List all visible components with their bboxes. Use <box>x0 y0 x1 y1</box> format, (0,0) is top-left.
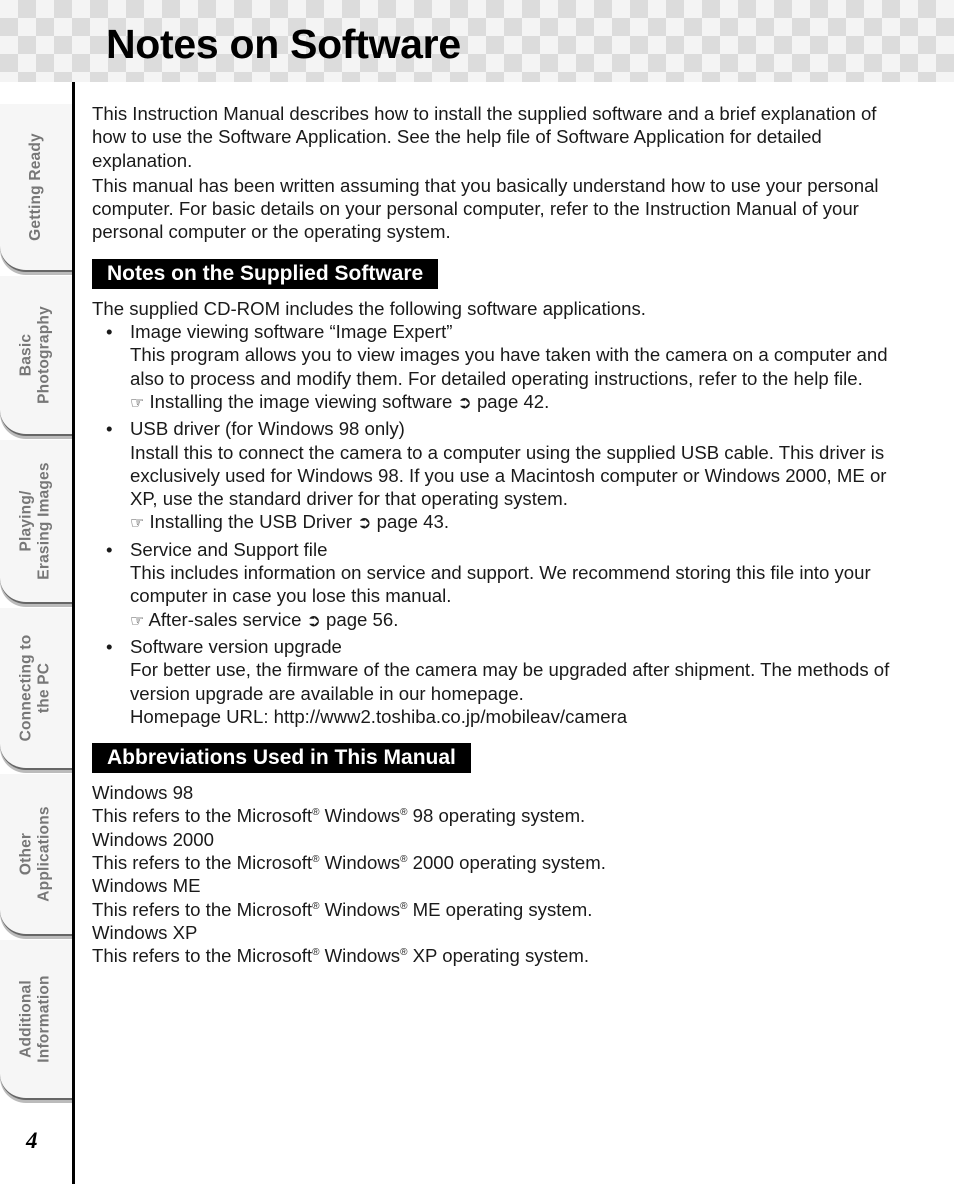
section-heading-supplied-software: Notes on the Supplied Software <box>92 259 438 289</box>
tab-label: Additional Information <box>17 975 53 1063</box>
pointing-hand-icon: ☞ <box>130 612 145 630</box>
abbreviation-definition: This refers to the Microsoft® Windows® ME operating system. <box>92 898 593 920</box>
page-header <box>0 0 954 82</box>
abbreviation-term: Windows 2000 <box>92 828 214 850</box>
reference-page: page 43. <box>376 511 450 533</box>
tab-label: Connecting to the PC <box>17 634 53 742</box>
page-reference[interactable] <box>130 390 902 415</box>
homepage-url[interactable]: Homepage URL: http://www2.toshiba.co.jp/mobileav/camera <box>130 705 628 727</box>
bullet-icon: • <box>106 418 113 440</box>
pointing-hand-icon: ☞ <box>130 394 145 412</box>
item-description: Install this to connect the camera to a computer using the supplied USB cable. This driver is exclusively used for Windows 98. If you use a Macintosh computer or Windows 2000, ME or XP, use the standard driver for that operating system. <box>130 441 887 510</box>
reference-page: page 56. <box>326 608 399 630</box>
page-reference[interactable] <box>130 510 902 535</box>
intro-paragraph: This Instruction Manual describes how to install the supplied software and a brief explanation of how to use the Software Application. See the help file of Software Application for detailed explanation. <box>92 103 877 171</box>
item-title: Software version upgrade <box>130 635 342 657</box>
item-description: This program allows you to view images you have taken with the camera on a computer and also to process and modify them. For detailed operating instructions, refer to the help file. <box>130 344 888 389</box>
tab-playing-erasing-images[interactable] <box>0 440 72 604</box>
list-item <box>92 320 902 415</box>
tab-label: Playing/ Erasing Images <box>17 462 53 580</box>
item-title: Service and Support file <box>130 538 328 560</box>
abbreviation-definition: This refers to the Microsoft® Windows® 2000 operating system. <box>92 852 606 874</box>
tab-label: Getting Ready <box>26 133 44 241</box>
abbreviation-term: Windows ME <box>92 875 201 897</box>
item-title: USB driver (for Windows 98 only) <box>130 418 405 440</box>
page-number: 4 <box>26 1128 38 1153</box>
chapter-tabs <box>0 82 76 1184</box>
page-arrow-icon: ➲ <box>457 392 472 412</box>
list-item <box>92 417 902 535</box>
main-content <box>92 102 902 968</box>
reference-text: After-sales service <box>148 608 302 630</box>
reference-page: page 42. <box>476 390 550 412</box>
page-reference[interactable] <box>130 608 902 633</box>
tab-getting-ready[interactable] <box>0 104 72 272</box>
abbreviation-term: Windows 98 <box>92 782 194 804</box>
section-lead: The supplied CD-ROM includes the following software applications. <box>92 297 646 319</box>
intro-paragraph: This manual has been written assuming that you basically understand how to use your personal computer. For basic details on your personal computer, refer to the Instruction Manual of your personal computer or the operating system. <box>92 174 879 243</box>
bullet-icon: • <box>106 635 113 657</box>
page-arrow-icon: ➲ <box>306 610 321 630</box>
item-description: This includes information on service and support. We recommend storing this file into your computer in case you lose this manual. <box>130 562 871 607</box>
abbreviation-definition: This refers to the Microsoft® Windows® XP operating system. <box>92 945 590 967</box>
tab-basic-photography[interactable] <box>0 276 72 436</box>
tab-additional-information[interactable] <box>0 940 72 1100</box>
pointing-hand-icon: ☞ <box>130 515 145 533</box>
reference-text: Installing the USB Driver <box>149 511 353 533</box>
item-description: For better use, the firmware of the camera may be upgraded after shipment. The methods of version upgrade are available in our homepage. <box>130 659 890 704</box>
reference-text: Installing the image viewing software <box>149 390 453 412</box>
abbreviation-list <box>92 781 902 967</box>
software-list <box>92 320 902 728</box>
bullet-icon: • <box>106 538 113 560</box>
sidebar-divider <box>72 82 75 1184</box>
abbreviation-definition: This refers to the Microsoft® Windows® 98 operating system. <box>92 805 586 827</box>
list-item <box>92 635 902 728</box>
section-heading-abbreviations: Abbreviations Used in This Manual <box>92 743 471 773</box>
tab-label: Other Applications <box>17 806 53 902</box>
item-title: Image viewing software “Image Expert” <box>130 321 453 343</box>
abbreviation-term: Windows XP <box>92 921 198 943</box>
tab-other-applications[interactable] <box>0 774 72 936</box>
list-item <box>92 538 902 633</box>
page-title: Notes on Software <box>106 21 461 67</box>
page-arrow-icon: ➲ <box>357 513 372 533</box>
tab-connecting-to-the-pc[interactable] <box>0 608 72 770</box>
bullet-icon: • <box>106 321 113 343</box>
tab-label: Basic Photography <box>17 306 53 404</box>
